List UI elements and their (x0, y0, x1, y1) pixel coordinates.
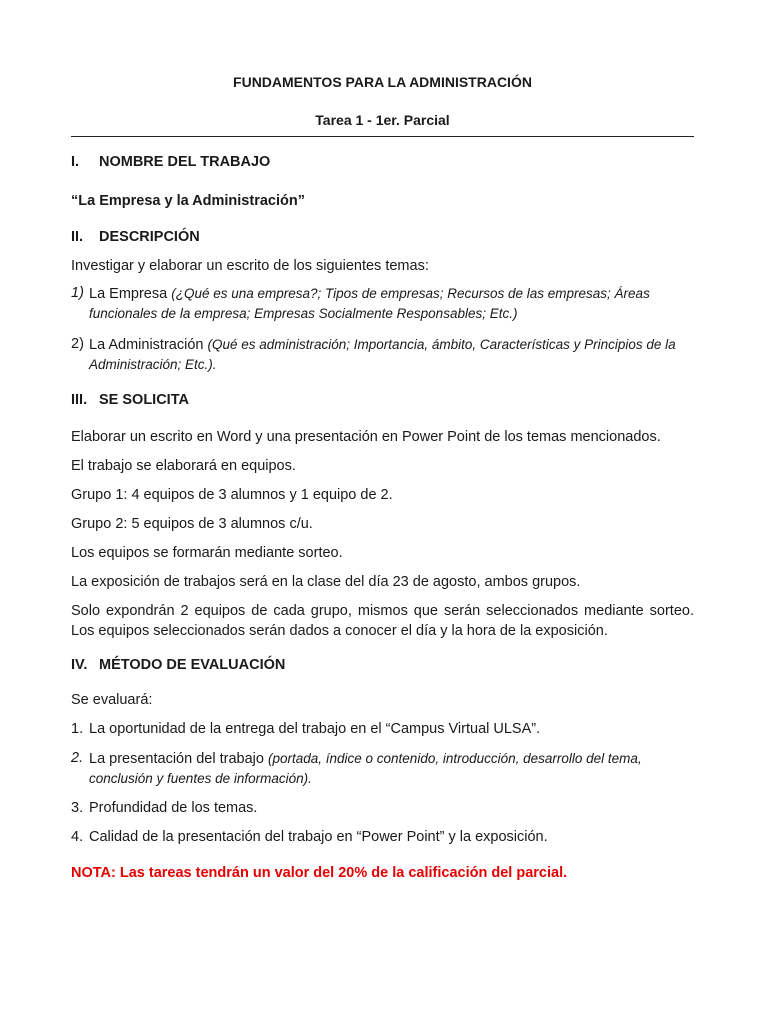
section-number: I. (71, 154, 80, 170)
criteria-item (71, 720, 694, 739)
section-title: SE SOLICITA (99, 392, 189, 408)
document-body (71, 154, 694, 883)
topic-text (89, 284, 694, 324)
section-heading-evaluacion (71, 657, 694, 673)
list-marker: 3. (71, 800, 84, 816)
list-marker: 1. (71, 721, 84, 737)
list-marker: 2. (71, 750, 84, 766)
section-heading-solicita (71, 392, 694, 408)
list-marker: 2) (71, 336, 84, 352)
section-title: DESCRIPCIÓN (99, 229, 200, 245)
criteria-item (71, 799, 694, 818)
list-marker: 4. (71, 829, 84, 845)
list-marker: 1) (71, 285, 84, 301)
topic-text (89, 335, 694, 375)
request-paragraph: Solo expondrán 2 equipos de cada grupo, mismos que serán seleccionados mediante sorteo. Los equipos seleccionados serán dados a conocer el día y la hora de la exposición. (71, 603, 694, 639)
topic-item (71, 284, 694, 324)
topic-label: La Administración (89, 337, 208, 353)
grading-note: NOTA: Las tareas tendrán un valor del 20% de la calificación del parcial. (71, 865, 568, 881)
criteria-item (71, 828, 694, 847)
work-title: “La Empresa y la Administración” (71, 193, 305, 209)
criteria-label: La oportunidad de la entrega del trabajo en el “Campus Virtual ULSA”. (89, 721, 541, 737)
topic-item (71, 335, 694, 375)
topic-detail: (¿Qué es una empresa?; Tipos de empresas; Recursos de las empresas; Áreas funcionales de la empresa; Empresas Socialmente Responsables; Etc.) (89, 286, 650, 321)
document-subtitle: Tarea 1 - 1er. Parcial (315, 112, 450, 128)
request-paragraph: Grupo 1: 4 equipos de 3 alumnos y 1 equipo de 2. (71, 487, 393, 503)
evaluation-intro: Se evaluará: (71, 692, 153, 708)
topic-label: La Empresa (89, 286, 172, 302)
criteria-text (89, 749, 694, 789)
section-heading-nombre (71, 154, 694, 170)
request-paragraph: Grupo 2: 5 equipos de 3 alumnos c/u. (71, 516, 313, 532)
section-number: II. (71, 229, 84, 245)
section-heading-descripcion (71, 229, 694, 245)
criteria-detail: (portada, índice o contenido, introducción, desarrollo del tema, conclusión y fuentes de información). (89, 751, 642, 786)
description-intro: Investigar y elaborar un escrito de los siguientes temas: (71, 258, 429, 274)
section-title: MÉTODO DE EVALUACIÓN (99, 657, 286, 673)
document-title: FUNDAMENTOS PARA LA ADMINISTRACIÓN (233, 74, 532, 90)
header-divider (71, 136, 694, 137)
document-header (71, 72, 694, 130)
topic-detail: (Qué es administración; Importancia, ámbito, Características y Principios de la Administración; Etc.). (89, 337, 676, 372)
request-paragraph: La exposición de trabajos será en la clase del día 23 de agosto, ambos grupos. (71, 574, 581, 590)
request-paragraph: Elaborar un escrito en Word y una presentación en Power Point de los temas mencionados. (71, 429, 661, 445)
section-number: III. (71, 392, 88, 408)
criteria-item (71, 749, 694, 789)
request-paragraph: Los equipos se formarán mediante sorteo. (71, 545, 343, 561)
section-number: IV. (71, 657, 88, 673)
criteria-label: Calidad de la presentación del trabajo en “Power Point” y la exposición. (89, 829, 548, 845)
criteria-label: Profundidad de los temas. (89, 800, 258, 816)
section-title: NOMBRE DEL TRABAJO (99, 154, 271, 170)
request-paragraph: El trabajo se elaborará en equipos. (71, 458, 296, 474)
criteria-label: La presentación del trabajo (89, 751, 268, 767)
